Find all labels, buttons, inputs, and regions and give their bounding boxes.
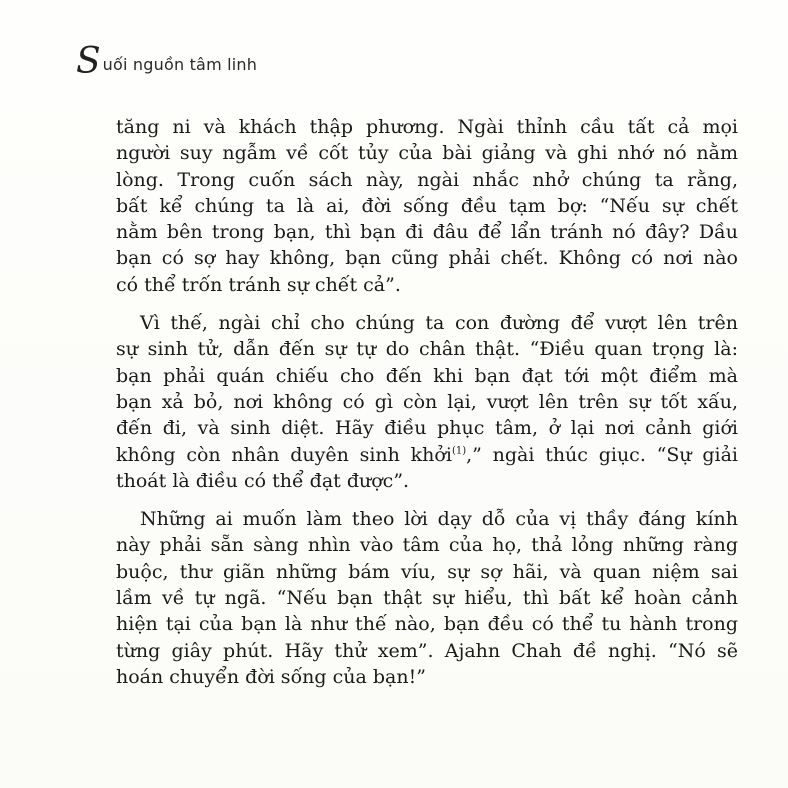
text-line: bạn phải quán chiếu cho đến khi bạn đạt tới một điểm mà <box>116 364 738 387</box>
footnote-line-after: ,” ngài thúc giục. “Sự giải <box>466 443 738 466</box>
text-line: từng giây phút. Hãy thử xem”. Ajahn Chah đề nghị. “Nó sẽ <box>116 639 738 662</box>
text-line: đến đi, và sinh diệt. Hãy điều phục tâm, ở lại nơi cảnh giới <box>116 417 738 440</box>
text-line: bất kể chúng ta là ai, đời sống đều tạm bợ: “Nếu sự chết <box>116 194 738 217</box>
text-line: lầm về tự ngã. “Nếu bạn thật sự hiểu, thì bất kể hoàn cảnh <box>116 587 738 610</box>
text-line: bạn có sợ hay không, bạn cũng phải chết. Không có nơi nào <box>116 247 738 270</box>
header-title: uối nguồn tâm linh <box>102 54 258 74</box>
header-decorative-initial: S <box>76 41 101 82</box>
text-line: thoát là điều có thể đạt được”. <box>116 469 410 492</box>
paragraph-1 <box>116 114 738 298</box>
footnote-marker[interactable]: (1) <box>451 445 467 457</box>
paragraph-2 <box>116 310 738 494</box>
paragraph-3 <box>116 506 738 690</box>
footnote-line-before: không còn nhân duyên sinh khởi <box>116 443 452 466</box>
text-line: người suy ngẫm về cốt tủy của bài giảng và ghi nhớ nó nằm <box>116 142 738 165</box>
text-line: hoán chuyển đời sống của bạn!” <box>116 665 426 688</box>
text-line: Những ai muốn làm theo lời dạy dỗ của vị thầy đáng kính <box>140 508 738 531</box>
text-line: hiện tại của bạn là như thế nào, bạn đều có thể tu hành trong <box>116 613 738 636</box>
text-line: nằm bên trong bạn, thì bạn đi đâu để lẩn tránh nó đây? Dầu <box>116 221 738 244</box>
text-line: lòng. Trong cuốn sách này, ngài nhắc nhở chúng ta rằng, <box>116 168 738 191</box>
text-line: này phải sẵn sàng nhìn vào tâm của họ, thả lỏng những ràng <box>116 534 738 557</box>
text-line: sự sinh tử, dẫn đến sự tự do chân thật. “Điều quan trọng là: <box>116 338 738 361</box>
body-text <box>116 114 738 690</box>
text-line: buộc, thư giãn những bám víu, sự sợ hãi, và quan niệm sai <box>116 560 738 583</box>
running-header <box>76 41 258 84</box>
text-line-with-footnote <box>116 442 738 468</box>
text-line: bạn xả bỏ, nơi không có gì còn lại, vượt lên trên sự tốt xấu, <box>116 390 738 413</box>
text-line: Vì thế, ngài chỉ cho chúng ta con đường để vượt lên trên <box>140 312 738 335</box>
text-line: có thể trốn tránh sự chết cả”. <box>116 273 401 296</box>
text-line: tăng ni và khách thập phương. Ngài thỉnh cầu tất cả mọi <box>116 116 738 138</box>
